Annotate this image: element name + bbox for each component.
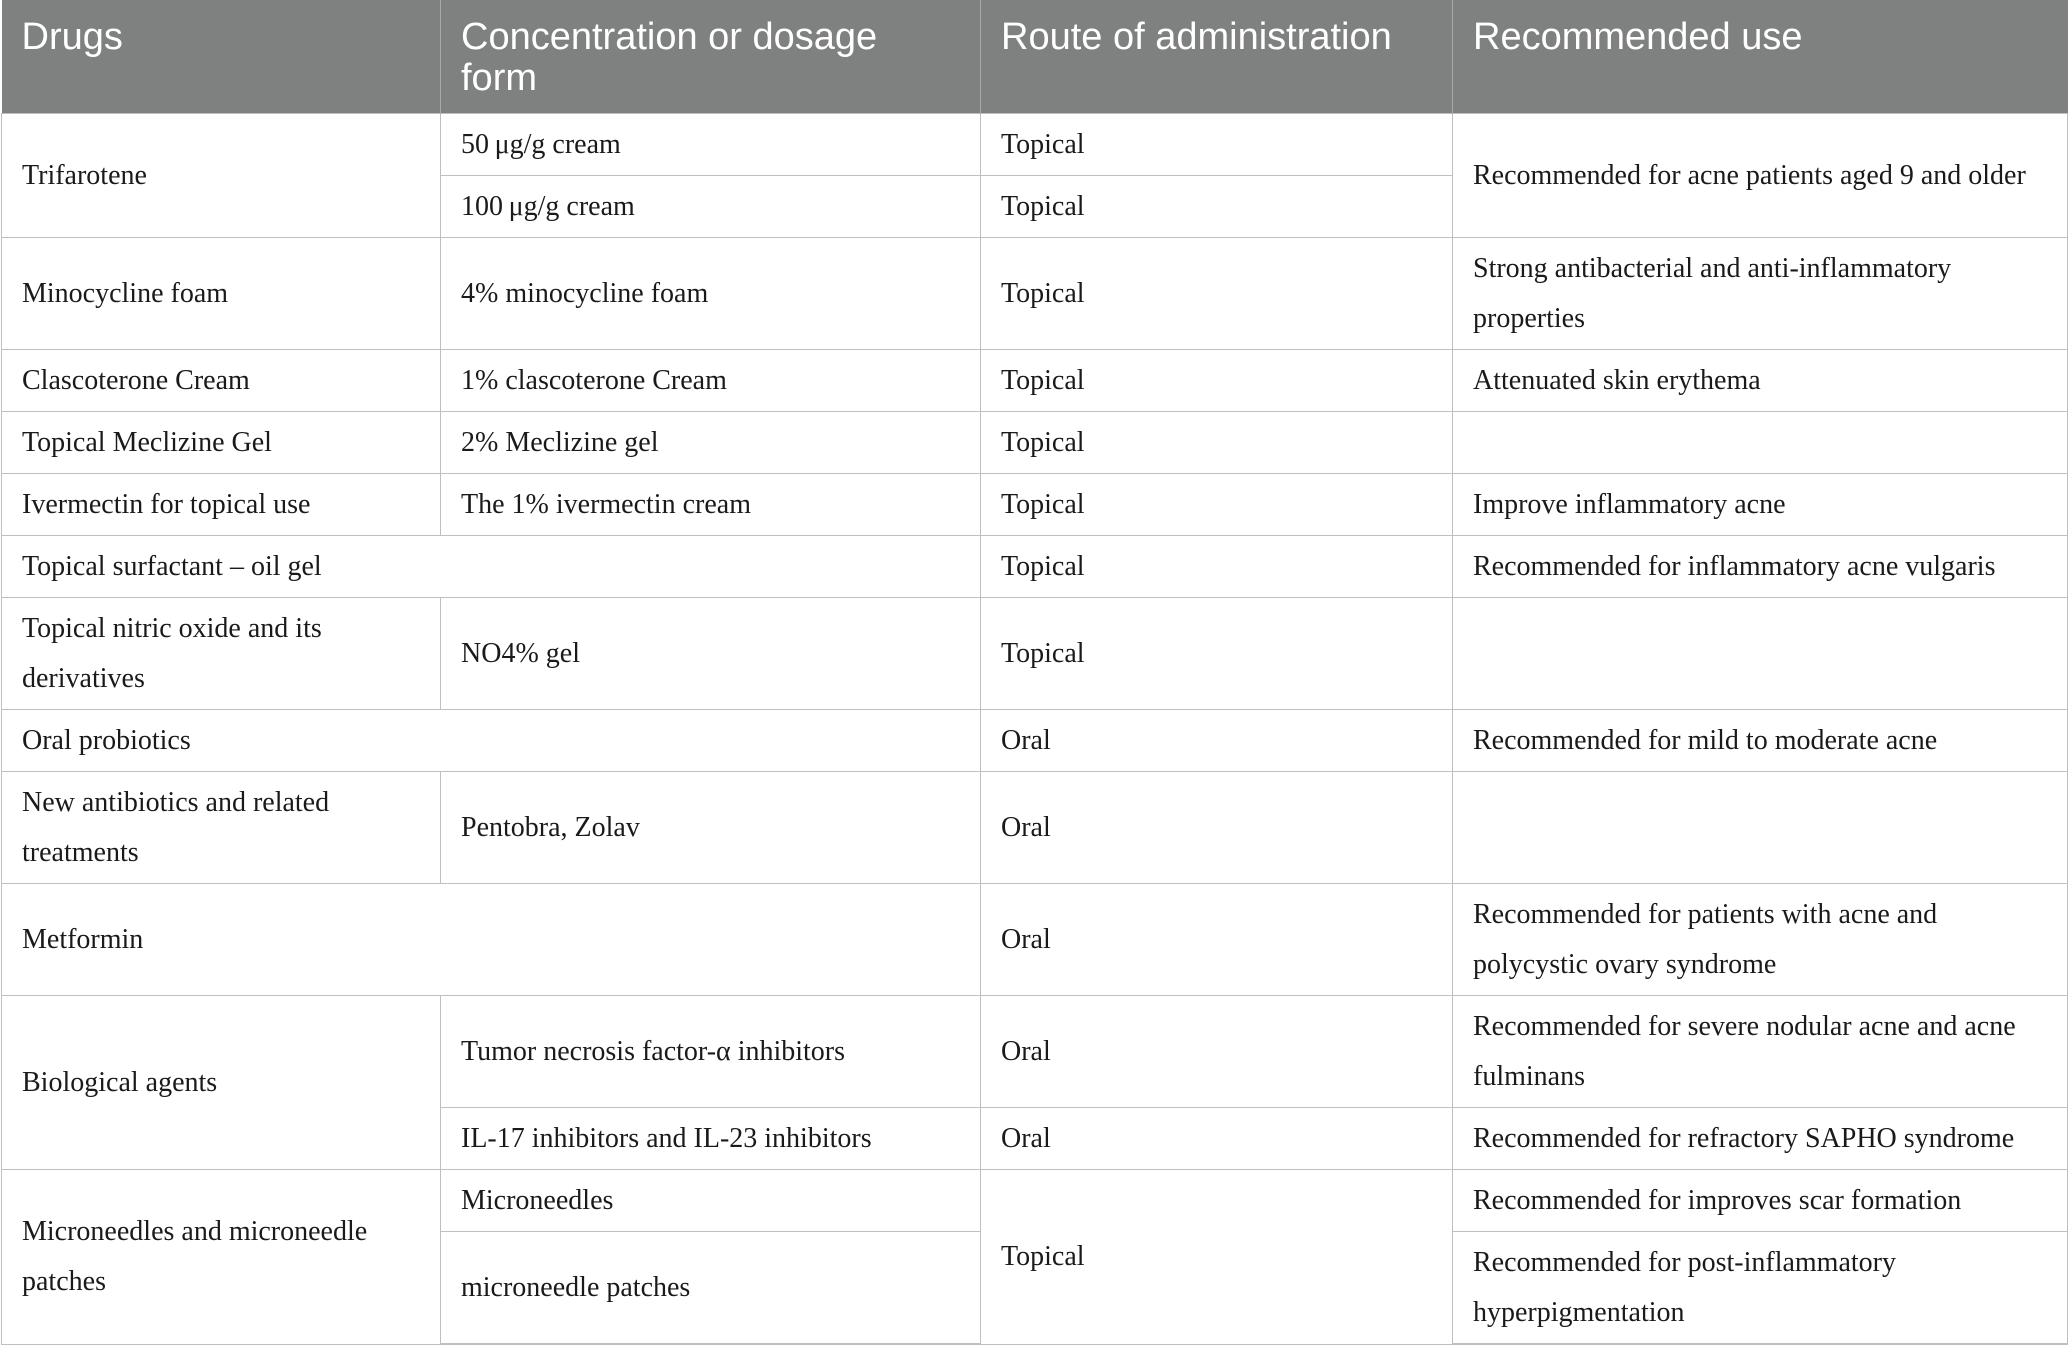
cell-form: NO4% gel bbox=[441, 598, 981, 710]
cell-form: Pentobra, Zolav bbox=[441, 772, 981, 884]
cell-route: Topical bbox=[981, 350, 1453, 412]
cell-route: Topical bbox=[981, 176, 1453, 238]
cell-form: The 1% ivermectin cream bbox=[441, 474, 981, 536]
cell-route: Topical bbox=[981, 114, 1453, 176]
header-concentration: Concentration or dosage form bbox=[441, 0, 981, 114]
cell-drug: Oral probiotics bbox=[2, 710, 981, 772]
cell-form: IL-17 inhibitors and IL-23 inhibitors bbox=[441, 1108, 981, 1170]
cell-drug: Microneedles and microneedle patches bbox=[2, 1170, 441, 1345]
cell-use: Recommended for post-inflammatory hyperpigmentation bbox=[1453, 1232, 2068, 1345]
cell-use: Recommended for mild to moderate acne bbox=[1453, 710, 2068, 772]
table-row bbox=[2, 996, 2068, 1108]
cell-form: 4% minocycline foam bbox=[441, 238, 981, 350]
acne-drugs-table bbox=[1, 0, 2068, 1345]
table-row bbox=[2, 350, 2068, 412]
cell-form: 2% Meclizine gel bbox=[441, 412, 981, 474]
cell-drug: Clascoterone Cream bbox=[2, 350, 441, 412]
cell-use: Recommended for acne patients aged 9 and older bbox=[1453, 114, 2068, 238]
cell-drug: New antibiotics and related treatments bbox=[2, 772, 441, 884]
cell-use: Recommended for patients with acne and polycystic ovary syndrome bbox=[1453, 884, 2068, 996]
cell-drug: Topical nitric oxide and its derivatives bbox=[2, 598, 441, 710]
cell-use: Attenuated skin erythema bbox=[1453, 350, 2068, 412]
cell-use: Strong antibacterial and anti-inflammatory properties bbox=[1453, 238, 2068, 350]
table-row bbox=[2, 412, 2068, 474]
header-recommended-use: Recommended use bbox=[1453, 0, 2068, 114]
cell-route: Topical bbox=[981, 1170, 1453, 1345]
table-row bbox=[2, 238, 2068, 350]
cell-use: Improve inflammatory acne bbox=[1453, 474, 2068, 536]
table-row bbox=[2, 1170, 2068, 1232]
table-row bbox=[2, 114, 2068, 176]
table-row bbox=[2, 536, 2068, 598]
cell-use bbox=[1453, 772, 2068, 884]
cell-route: Oral bbox=[981, 1108, 1453, 1170]
cell-route: Topical bbox=[981, 536, 1453, 598]
cell-drug: Ivermectin for topical use bbox=[2, 474, 441, 536]
header-route: Route of administration bbox=[981, 0, 1453, 114]
cell-use: Recommended for severe nodular acne and acne fulminans bbox=[1453, 996, 2068, 1108]
header-drugs: Drugs bbox=[2, 0, 441, 114]
table-header bbox=[2, 0, 2068, 114]
table-row bbox=[2, 884, 2068, 996]
cell-route: Topical bbox=[981, 598, 1453, 710]
cell-use: Recommended for improves scar formation bbox=[1453, 1170, 2068, 1232]
cell-use: Recommended for inflammatory acne vulgaris bbox=[1453, 536, 2068, 598]
cell-form: 50 μg/g cream bbox=[441, 114, 981, 176]
cell-use bbox=[1453, 598, 2068, 710]
table-row bbox=[2, 710, 2068, 772]
cell-route: Topical bbox=[981, 238, 1453, 350]
table-row bbox=[2, 598, 2068, 710]
cell-route: Oral bbox=[981, 884, 1453, 996]
cell-drug: Biological agents bbox=[2, 996, 441, 1170]
cell-route: Topical bbox=[981, 412, 1453, 474]
cell-drug: Minocycline foam bbox=[2, 238, 441, 350]
cell-route: Oral bbox=[981, 710, 1453, 772]
cell-form: 1% clascoterone Cream bbox=[441, 350, 981, 412]
cell-drug: Trifarotene bbox=[2, 114, 441, 238]
header-row bbox=[2, 0, 2068, 114]
cell-drug: Topical surfactant – oil gel bbox=[2, 536, 981, 598]
cell-drug: Topical Meclizine Gel bbox=[2, 412, 441, 474]
cell-form: microneedle patches bbox=[441, 1232, 981, 1345]
cell-use bbox=[1453, 412, 2068, 474]
cell-form: Tumor necrosis factor-α inhibitors bbox=[441, 996, 981, 1108]
table-row bbox=[2, 474, 2068, 536]
cell-form: Microneedles bbox=[441, 1170, 981, 1232]
cell-route: Oral bbox=[981, 772, 1453, 884]
cell-drug: Metformin bbox=[2, 884, 981, 996]
table-row bbox=[2, 772, 2068, 884]
cell-route: Oral bbox=[981, 996, 1453, 1108]
cell-use: Recommended for refractory SAPHO syndrome bbox=[1453, 1108, 2068, 1170]
cell-form: 100 μg/g cream bbox=[441, 176, 981, 238]
table-body bbox=[2, 114, 2068, 1345]
cell-route: Topical bbox=[981, 474, 1453, 536]
